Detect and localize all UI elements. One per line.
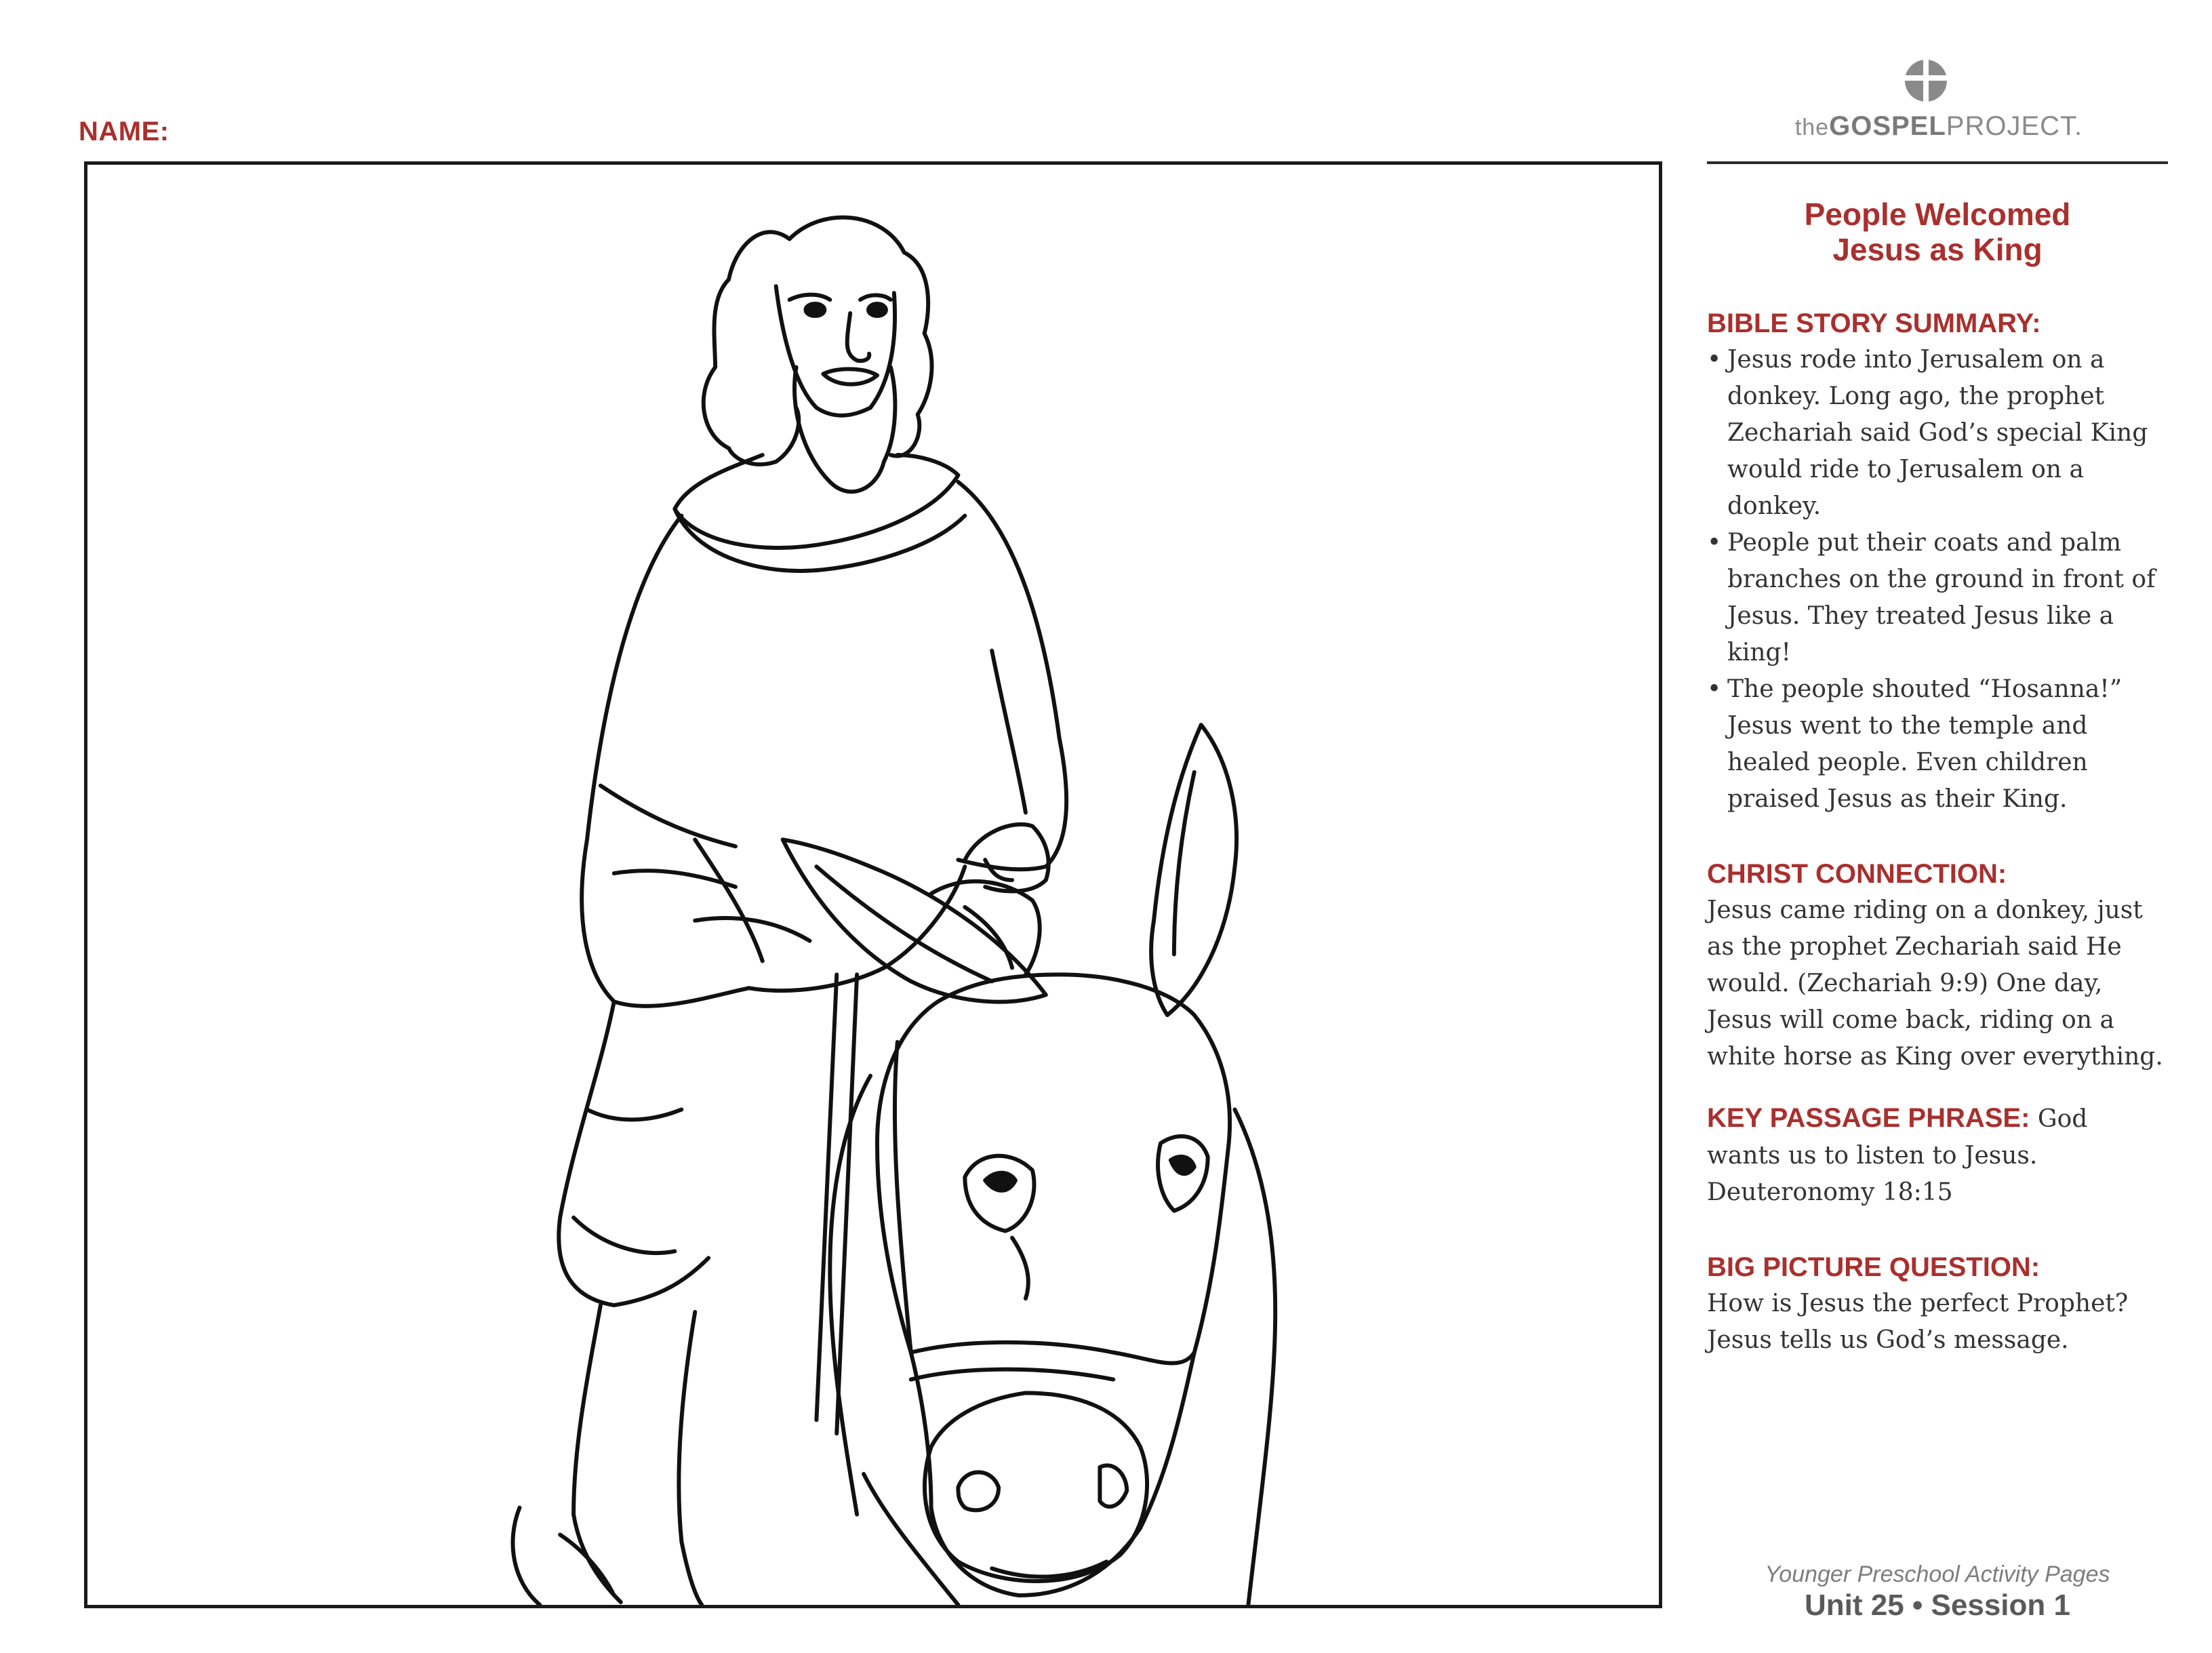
big-picture-text: How is Jesus the perfect Prophet? Jesus tells us God’s message. xyxy=(1707,1290,2129,1354)
jesus-leg-left xyxy=(559,1001,708,1305)
jesus-robe-right-arm xyxy=(958,482,1066,869)
donkey-bridle xyxy=(911,1342,1194,1363)
sidebar xyxy=(1707,197,2168,1359)
coloring-frame xyxy=(84,161,1662,1608)
logo-wordmark: theGOSPELPROJECT. xyxy=(1794,111,2083,141)
donkey-nostril-right xyxy=(1100,1465,1127,1507)
jesus-robe-left-arm xyxy=(582,516,749,1006)
summary-list xyxy=(1707,342,2168,818)
jesus-foot xyxy=(513,1508,540,1605)
key-passage-text: God wants us to listen to Jesus. Deuteronomy 18:15 xyxy=(1707,1105,2088,1206)
big-picture-heading: BIG PICTURE QUESTION: xyxy=(1707,1252,2040,1282)
header-divider xyxy=(1707,161,2168,164)
donkey-nostril-left xyxy=(958,1472,999,1510)
connection-text: Jesus came riding on a donkey, just as the prophet Zechariah said He would. (Zechariah 9:9) One day, Jesus will come back, riding on a white horse as King over everything. xyxy=(1707,896,2163,1071)
lesson-title: People Welcomed Jesus as King xyxy=(1804,197,2071,267)
donkey-ear-right xyxy=(1151,725,1236,1015)
key-passage xyxy=(1707,1100,2168,1211)
gospel-project-logo xyxy=(1708,58,2169,146)
christ-connection xyxy=(1707,856,2168,1075)
summary-heading: BIBLE STORY SUMMARY: xyxy=(1707,308,2041,338)
summary-item: • Jesus rode into Jerusalem on a donkey. Long ago, the prophet Zechariah said God’s special King would ride to Jerusalem on a donkey. xyxy=(1707,342,2168,525)
donkey-head xyxy=(877,974,1230,1595)
summary-item: • People put their coats and palm branches on the ground in front of Jesus. They treated Jesus like a king! xyxy=(1707,525,2168,671)
connection-heading: CHRIST CONNECTION: xyxy=(1707,859,2007,889)
big-picture-question xyxy=(1707,1249,2168,1359)
name-label: NAME: xyxy=(79,117,169,146)
jesus-hair xyxy=(704,232,799,464)
jesus-on-donkey-illustration xyxy=(87,165,1659,1605)
donkey-eye-left xyxy=(965,1156,1034,1231)
summary-item: • The people shouted “Hosanna!” Jesus went to the temple and healed people. Even children praised Jesus as their King. xyxy=(1707,671,2168,818)
footer xyxy=(1707,1561,2168,1623)
cross-circle-icon xyxy=(1904,58,1948,103)
footer-subtitle: Younger Preschool Activity Pages xyxy=(1765,1561,2110,1587)
key-passage-heading: KEY PASSAGE PHRASE: xyxy=(1707,1103,2030,1133)
bible-story-summary xyxy=(1707,305,2168,818)
footer-unit-session: Unit 25 • Session 1 xyxy=(1805,1589,2070,1622)
